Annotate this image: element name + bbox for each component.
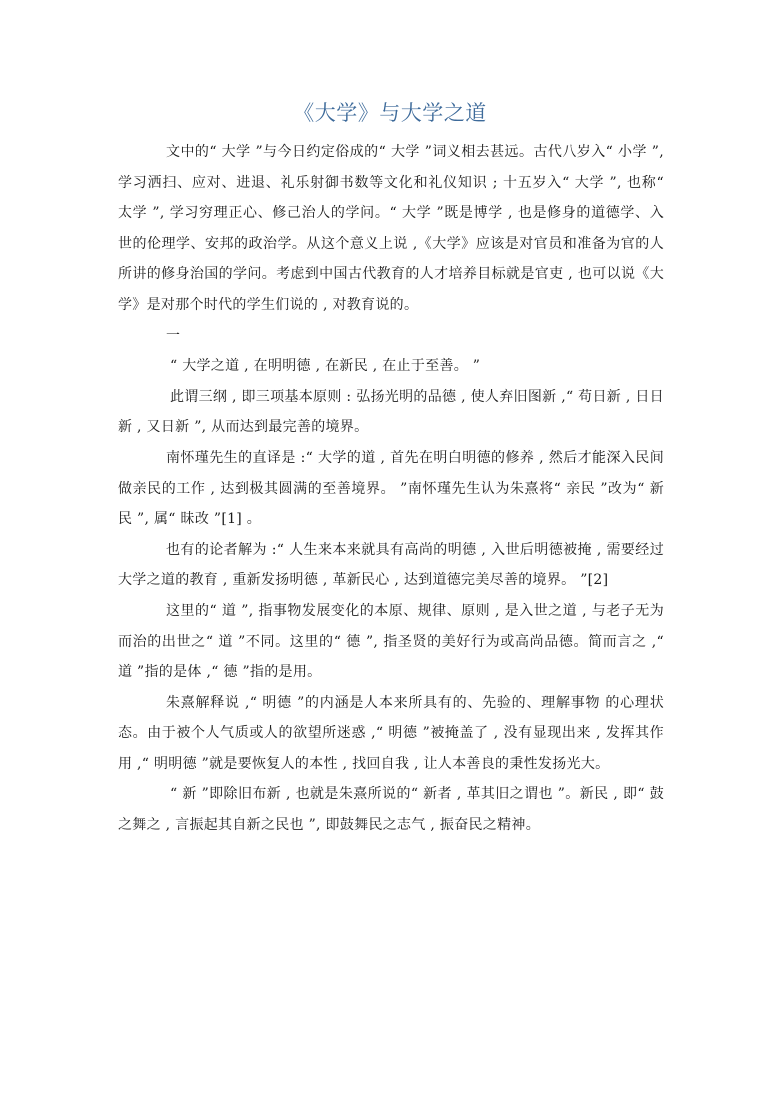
document-title: 《大学》与大学之道 <box>293 101 487 125</box>
section-number: 一 <box>166 327 181 344</box>
document-body <box>118 137 664 841</box>
paragraph-quote-daxue: “ 大学之道 , 在明明德 , 在新民 , 在止于至善。 ” <box>170 358 481 375</box>
paragraph-zhu-xi-mingde: 朱熹解释说 ,“ 明德 ”的内涵是人本来所具有的、先验的、理解事物 的心理状态。由于被个人气质或人的欲望所迷惑 ,“ 明德 ”被掩盖了 , 没有显现出来 , 发挥其作用 ,“ 明明德 ”就是要恢复人的本性 , 找回自我 , 让人本善良的秉性发扬光大。 <box>118 694 664 772</box>
paragraph-three-principles: 此谓三纲 , 即三项基本原则 : 弘扬光明的品德 , 使人弃旧图新 ,“ 苟日新 , 日日新 , 又日新 ”, 从而达到最完善的境界。 <box>118 388 664 436</box>
paragraph-intro: 文中的“ 大学 ”与今日约定俗成的“ 大学 ”词义相去甚远。古代八岁入“ 小学 ”, 学习洒扫、应对、进退、礼乐射御书数等文化和礼仪知识 ; 十五岁入“ 大学 ”, 也称“ 太学 ”, 学习穷理正心、修己治人的学问。“ 大学 ”既是博学 , 也是修身的道德学、入世的伦理学、安邦的政治学。从这个意义上说 ,《大学》应该是对官员和准备为官的人所讲的修身治国的学问。考虑到中国古代教育的人才培养目标就是官吏 , 也可以说《大学》是对那个时代的学生们说的 , 对教育说的。 <box>118 144 664 313</box>
paragraph-other-commentators: 也有的论者解为 :“ 人生来本来就具有高尚的明德 , 入世后明德被掩 , 需要经过大学之道的教育 , 重新发扬明德 , 革新民心 , 达到道德完美尽善的境界。 ”[2] <box>118 541 664 589</box>
paragraph-nan-huaijin: 南怀瑾先生的直译是 :“ 大学的道 , 首先在明白明德的修养 , 然后才能深入民间做亲民的工作 , 达到极其圆满的至善境界。 ”南怀瑾先生认为朱熹将“ 亲民 ”改为“ 新民 ”, 属“ 昧改 ”[1] 。 <box>118 449 664 528</box>
paragraph-xinmin: “ 新 ”即除旧布新 , 也就是朱熹所说的“ 新者 , 革其旧之谓也 ”。新民 , 即“ 鼓之舞之 , 言振起其自新之民也 ”, 即鼓舞民之志气 , 振奋民之精神。 <box>118 786 664 834</box>
paragraph-dao-de: 这里的“ 道 ”, 指事物发展变化的本原、规律、原则 , 是入世之道 , 与老子无为 而治的出世之“ 道 ”不同。这里的“ 德 ”, 指圣贤的美好行为或高尚品德。简而言之 ,“ 道 ”指的是体 ,“ 德 ”指的是用。 <box>118 602 664 681</box>
